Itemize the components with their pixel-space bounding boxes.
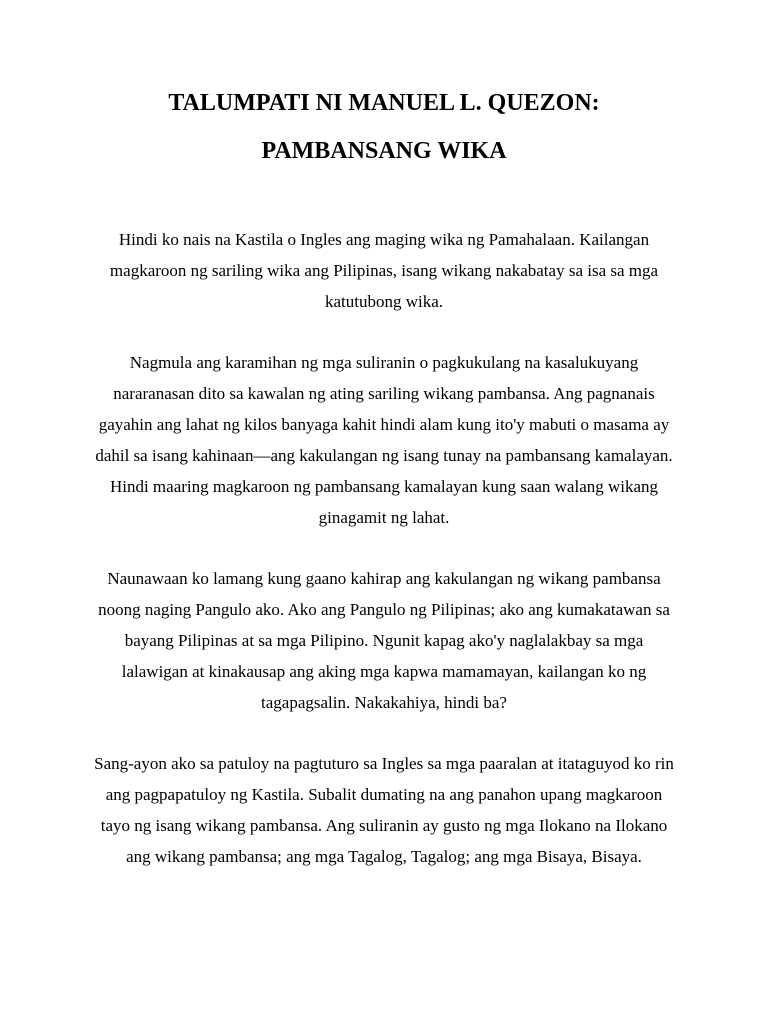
document-body	[92, 224, 676, 902]
title-line-2: PAMBANSANG WIKA	[261, 138, 507, 164]
paragraph-3: Naunawaan ko lamang kung gaano kahirap ang kakulangan ng wikang pambansa noong naging Pangulo ako. Ako ang Pangulo ng Pilipinas; ako ang kumakatawan sa bayang Pilipinas at sa mga Pilipino. Ngunit kapag ako'y naglalakbay sa mga lalawigan at kinakausap ang aking mga kapwa mamamayan, kailangan ko ng tagapagsalin. Nakakahiya, hindi ba?	[98, 569, 670, 712]
paragraph-2: Nagmula ang karamihan ng mga suliranin o pagkukulang na kasalukuyang nararanasan dito sa kawalan ng ating sariling wikang pambansa. Ang pagnanais gayahin ang lahat ng kilos banyaga kahit hindi alam kung ito'y mabuti o masama ay dahil sa isang kahinaan—ang kakulangan ng isang tunay na pambansang kamalayan. Hindi maaring magkaroon ng pambansang kamalayan kung saan walang wikang ginagamit ng lahat.	[95, 353, 673, 527]
paragraph-4: Sang-ayon ako sa patuloy na pagtuturo sa Ingles sa mga paaralan at itataguyod ko rin ang pagpapatuloy ng Kastila. Subalit dumating na ang panahon upang magkaroon tayo ng isang wikang pambansa. Ang suliranin ay gusto ng mga Ilokano na Ilokano ang wikang pambansa; ang mga Tagalog, Tagalog; ang mga Bisaya, Bisaya.	[94, 754, 674, 866]
paragraph-1: Hindi ko nais na Kastila o Ingles ang maging wika ng Pamahalaan. Kailangan magkaroon ng sariling wika ang Pilipinas, isang wikang nakabatay sa isa sa mga katutubong wika.	[109, 230, 659, 311]
title-line-1: TALUMPATI NI MANUEL L. QUEZON:	[168, 90, 600, 116]
document-title	[0, 91, 768, 163]
